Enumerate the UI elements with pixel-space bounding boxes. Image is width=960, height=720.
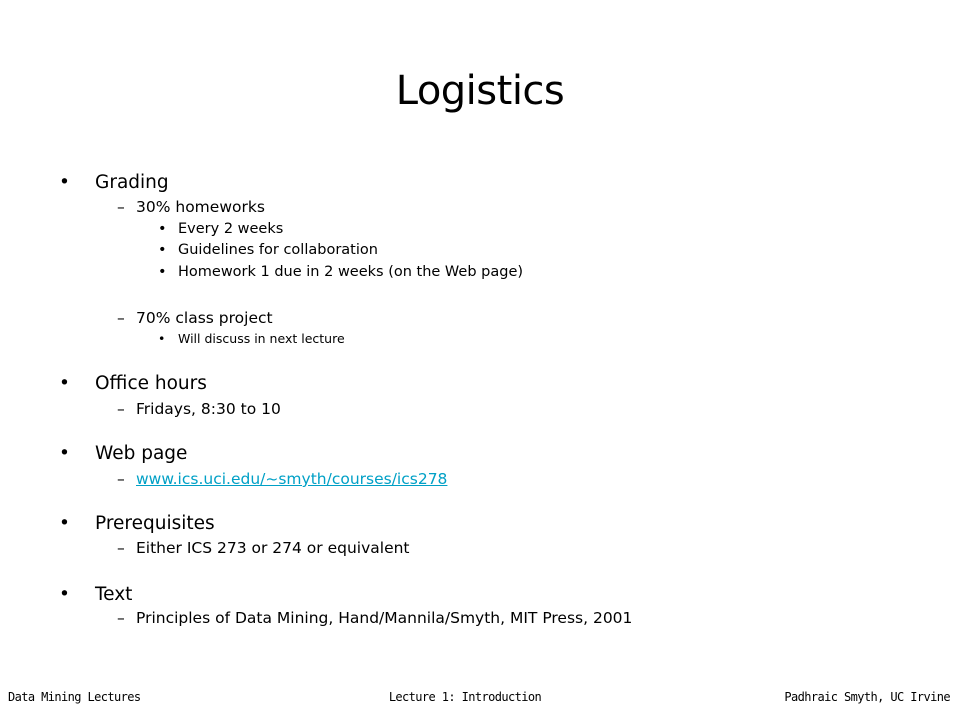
homework-detail: Every 2 weeks <box>178 221 284 237</box>
course-web-link[interactable]: www.ics.uci.edu/~smyth/courses/ics278 <box>136 470 448 488</box>
footer-center: Lecture 1: Introduction <box>388 690 542 704</box>
homework-detail: Homework 1 due in 2 weeks (on the Web page) <box>178 264 524 280</box>
homeworks-item: 30% homeworks <box>136 198 265 216</box>
bullet-icon: • <box>158 264 167 280</box>
bullet-icon: • <box>59 373 70 394</box>
prerequisites-heading: Prerequisites <box>95 513 215 534</box>
office-hours-detail: Fridays, 8:30 to 10 <box>136 400 281 418</box>
bullet-icon: • <box>59 172 70 193</box>
dash-icon: – <box>117 198 125 216</box>
bullet-icon: • <box>158 331 166 346</box>
dash-icon: – <box>117 400 125 418</box>
grading-heading: Grading <box>95 172 169 193</box>
footer-left: Data Mining Lectures <box>8 690 141 704</box>
prerequisites-detail: Either ICS 273 or 274 or equivalent <box>136 539 410 557</box>
project-item: 70% class project <box>136 309 273 327</box>
dash-icon: – <box>117 609 125 627</box>
bullet-icon: • <box>59 584 70 605</box>
dash-icon: – <box>117 470 125 488</box>
web-page-heading: Web page <box>95 443 188 464</box>
office-hours-heading: Office hours <box>95 373 207 394</box>
bullet-icon: • <box>158 242 167 258</box>
text-heading: Text <box>95 584 133 605</box>
textbook-detail: Principles of Data Mining, Hand/Mannila/Smyth, MIT Press, 2001 <box>136 609 633 627</box>
bullet-icon: • <box>59 443 70 464</box>
dash-icon: – <box>117 309 125 327</box>
bullet-icon: • <box>158 221 167 237</box>
homework-detail: Guidelines for collaboration <box>178 242 378 258</box>
footer-right: Padhraic Smyth, UC Irvine <box>784 690 950 704</box>
dash-icon: – <box>117 539 125 557</box>
project-detail: Will discuss in next lecture <box>178 331 345 346</box>
bullet-icon: • <box>59 513 70 534</box>
slide-title: Logistics <box>395 68 565 114</box>
